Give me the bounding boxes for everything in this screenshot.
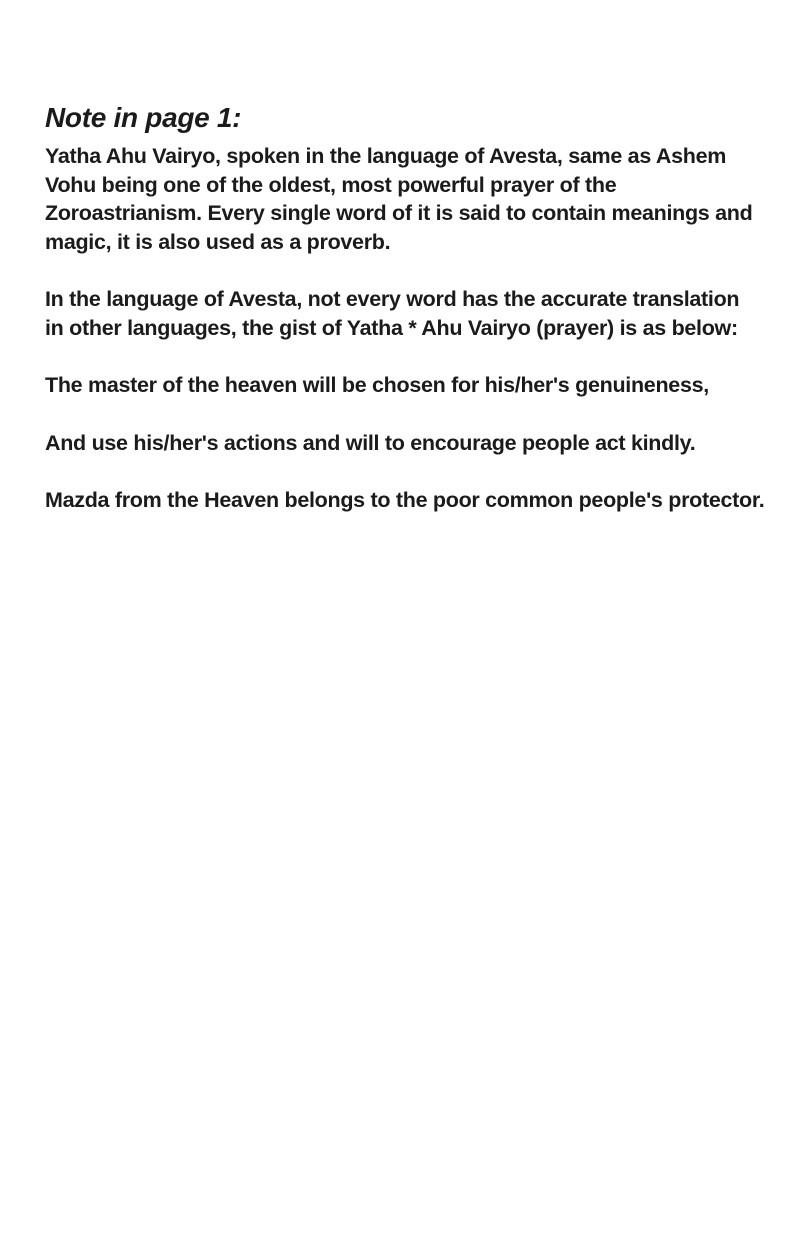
note-line: And use his/her's actions and will to encourage people act kindly.: [45, 430, 696, 455]
note-line: Mazda from the Heaven belongs to the poor common people's protector.: [45, 488, 765, 512]
note-paragraph-4: [45, 429, 780, 458]
note-line: magic, it is also used as a proverb.: [45, 229, 391, 254]
note-paragraph-5: [45, 486, 780, 515]
note-paragraph-3: [45, 371, 780, 400]
note-line: Vohu being one of the oldest, most powerful prayer of the: [45, 172, 617, 197]
note-line: in other languages, the gist of Yatha * Ahu Vairyo (prayer) is as below:: [45, 315, 738, 340]
note-line: Zoroastrianism. Every single word of it is said to contain meanings and: [45, 201, 753, 225]
note-line: In the language of Avesta, not every word has the accurate translation: [45, 287, 740, 311]
note-paragraph-1: [45, 142, 780, 256]
note-heading: Note in page 1:: [45, 102, 242, 133]
note-line: Yatha Ahu Vairyo, spoken in the language of Avesta, same as Ashem: [45, 144, 727, 168]
note-line: The master of the heaven will be chosen for his/her's genuineness,: [45, 373, 709, 397]
note-paragraph-2: [45, 285, 780, 342]
